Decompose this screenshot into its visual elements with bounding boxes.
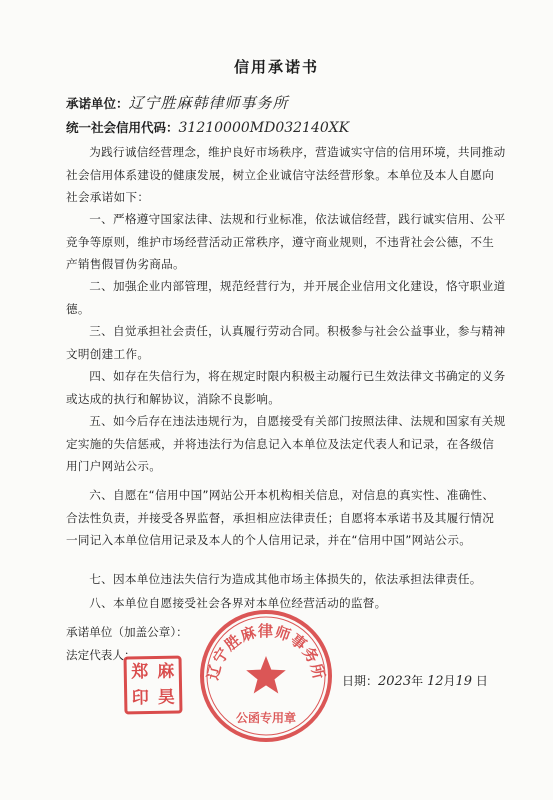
unit-handwritten-value: 辽宁胜麻韩律师事务所	[128, 94, 289, 112]
paragraph-clause-5: 五、如今后存在违法违规行为，自愿接受有关部门按照法律、法规和国家有关规定实施的失信惩戒，并将违法行为信息记入本单位及法定代表人和记录，在各级信用门户网站公示。	[66, 414, 506, 474]
paragraph-clause-4: 四、如存在失信行为，将在规定时限内积极主动履行已生效法律文书确定的义务或达成的执行和解协议，消除不良影响。	[66, 369, 506, 406]
paragraph-clause-8: 八、本单位自愿接受社会各界对本单位经营活动的监督。	[89, 596, 387, 610]
clause-2	[66, 275, 506, 320]
seal-char: 昊	[157, 687, 175, 708]
paragraph-clause-7: 七、因本单位违法失信行为造成其他市场主体损失的，依法承担法律责任。	[89, 572, 482, 586]
legal-rep-label: 法定代表人：	[66, 648, 136, 662]
date-label: 日期：	[342, 674, 379, 688]
paragraph-clause-6: 六、自愿在“信用中国”网站公开本机构相关信息，对信息的真实性、准确性、合法性负责，并接受各界监督，承担相应法律责任；自愿将本承诺书及其履行情况一同记入本单位信用记录及本人的个人信用记录，并在“信用中国”网站公示。	[66, 488, 495, 548]
sign-unit-label: 承诺单位（加盖公章）：	[66, 625, 188, 639]
seal-char: 麻	[157, 661, 175, 682]
credit-code-label: 统一社会信用代码：	[66, 120, 179, 135]
seal-char: 郑	[131, 661, 149, 682]
paragraph-clause-1: 一、严格遵守国家法律、法规和行业标准，依法诚信经营，践行诚实信用、公平竞争等原则，维护市场经营活动正常秩序，遵守商业规则，不违背社会公德，不生产销售假冒伪劣商品。	[66, 212, 506, 272]
unit-label: 承诺单位：	[66, 96, 129, 111]
paragraph-clause-3: 三、自觉承担社会责任，认真履行劳动合同。积极参与社会公益事业，参与精神文明创建工作。	[66, 324, 506, 361]
credit-code-line	[66, 118, 349, 136]
date-year: 2023	[378, 674, 412, 689]
date-month-suffix: 月	[443, 674, 456, 688]
round-seal-bottom-text: 公函专用章	[235, 711, 297, 725]
clause-7	[66, 568, 506, 591]
clause-3	[66, 320, 506, 365]
date-year-suffix: 年	[411, 674, 424, 688]
intro-paragraph	[66, 141, 506, 209]
round-seal-graphic	[196, 606, 336, 746]
credit-code-handwritten-value: 31210000MD032140XK	[178, 120, 350, 136]
clause-4	[66, 365, 506, 410]
clause-6	[66, 484, 506, 552]
clause-1	[66, 208, 506, 276]
document-title: 信用承诺书	[233, 58, 319, 76]
unit-line	[66, 92, 289, 113]
date-line	[342, 672, 488, 689]
clause-5	[66, 410, 506, 478]
official-round-seal	[196, 606, 336, 746]
round-seal-arc-text: 辽宁胜麻律师事务所	[203, 622, 329, 682]
seal-char: 印	[131, 687, 149, 708]
paragraph-intro: 为践行诚信经营理念，维护良好市场秩序，营造诚实守信的信用环境，共同推动社会信用体系建设的健康发展，树立企业诚信守法经营形象。本单位及本人自愿向社会承诺如下：	[66, 145, 506, 205]
date-day: 19	[455, 674, 473, 689]
star-icon	[246, 656, 286, 694]
legal-rep-seal	[123, 655, 182, 714]
date-month: 12	[426, 674, 444, 689]
paragraph-clause-2: 二、加强企业内部管理，规范经营行为，并开展企业信用文化建设，恪守职业道德。	[66, 279, 506, 316]
date-day-suffix: 日	[475, 674, 488, 688]
